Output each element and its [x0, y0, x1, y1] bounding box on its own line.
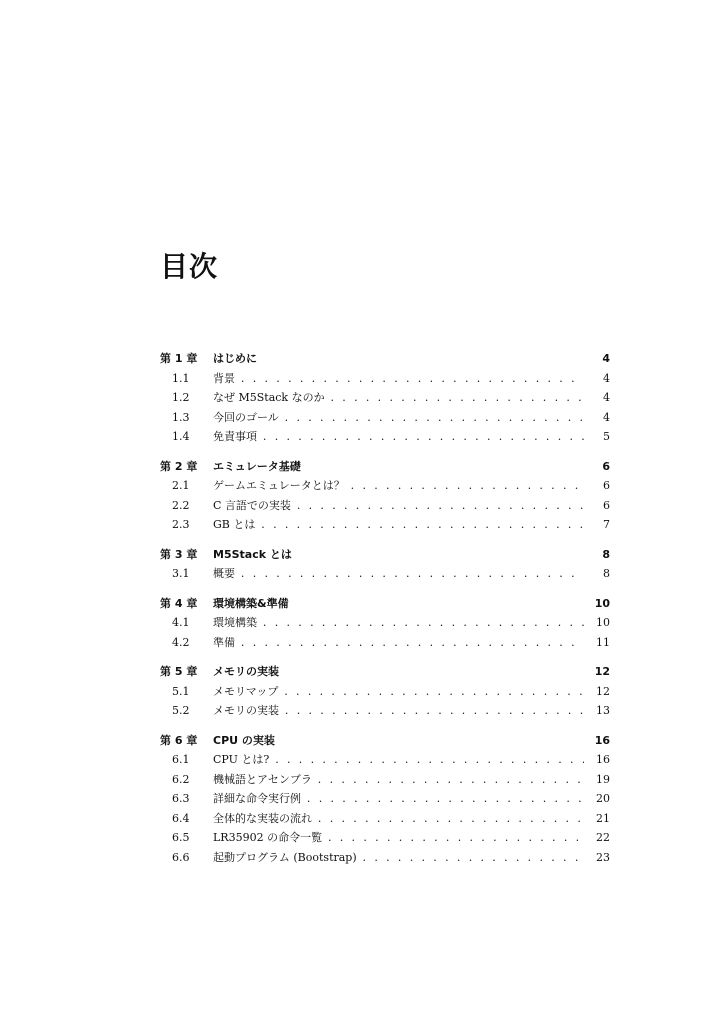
section-page: 13: [596, 704, 610, 717]
section-number: 6.6: [172, 850, 190, 864]
section-page: 23: [596, 850, 610, 864]
section-title: 背景 . . .: [213, 369, 584, 389]
chapter-title: 環境構築&準備: [213, 596, 289, 610]
section-title: 準備 . . .: [213, 633, 584, 653]
chapter-page: 8: [602, 547, 610, 561]
section-title: なぜ M5Stack なのか . . .: [213, 388, 584, 408]
section-number: 1.3: [172, 410, 190, 424]
section-title: メモリの実装 . . .: [213, 701, 584, 721]
section-number: 6.1: [172, 753, 190, 766]
chapter-page: 10: [594, 596, 610, 610]
section-number: 2.2: [172, 498, 190, 512]
section-title: 詳細な命令実行例 . . .: [213, 789, 584, 809]
section-number: 3.1: [172, 567, 190, 580]
section-page: 10: [596, 616, 610, 629]
section-number: 5.2: [172, 704, 190, 717]
toc-section-entry[interactable]: [160, 633, 610, 653]
section-title: 起動プログラム (Bootstrap) . . .: [213, 848, 584, 868]
section-page: 6: [603, 498, 610, 512]
toc-section-entry[interactable]: [160, 770, 610, 790]
chapter-page: 16: [594, 733, 610, 747]
chapter-number: 第 4 章: [160, 596, 198, 610]
section-title: ゲームエミュレータとは？ . . .: [213, 476, 584, 496]
chapter-number: 第 6 章: [160, 733, 198, 747]
section-page: 12: [596, 684, 610, 698]
section-title: 今回のゴール . . .: [213, 408, 584, 428]
toc-section-entry[interactable]: [160, 388, 610, 408]
chapter-page: 4: [602, 352, 610, 365]
section-title: 全体的な実装の流れ . . .: [213, 809, 584, 829]
toc-chapter-entry[interactable]: [160, 731, 610, 751]
section-number: 2.1: [172, 479, 190, 492]
section-page: 20: [596, 792, 610, 805]
section-number: 6.5: [172, 831, 190, 844]
chapter-page: 6: [602, 459, 610, 473]
section-number: 6.4: [172, 811, 190, 825]
section-page: 7: [603, 518, 610, 531]
toc-chapter: [160, 731, 610, 868]
section-number: 5.1: [172, 684, 190, 698]
toc-section-entry[interactable]: [160, 809, 610, 829]
section-page: 21: [596, 811, 610, 825]
section-page: 16: [596, 753, 610, 766]
toc-chapter: [160, 457, 610, 535]
chapter-title: エミュレータ基礎: [213, 459, 301, 473]
toc-chapter-entry[interactable]: [160, 594, 610, 614]
toc-section-entry[interactable]: [160, 828, 610, 848]
toc-list: [160, 349, 610, 877]
section-title: 環境構築 . . .: [213, 613, 584, 633]
toc-section-entry[interactable]: [160, 701, 610, 721]
toc-section-entry[interactable]: [160, 682, 610, 702]
chapter-number: 第 5 章: [160, 665, 198, 678]
section-title: 概要 . . .: [213, 564, 584, 584]
section-title: 機械語とアセンブラ . . .: [213, 770, 584, 790]
section-number: 6.2: [172, 772, 190, 786]
toc-section-entry[interactable]: [160, 427, 610, 447]
chapter-title: メモリの実装: [213, 665, 279, 678]
toc-chapter: [160, 349, 610, 447]
section-page: 4: [603, 371, 610, 385]
toc-section-entry[interactable]: [160, 750, 610, 770]
toc-chapter-entry[interactable]: [160, 349, 610, 369]
chapter-number: 第 1 章: [160, 352, 198, 365]
toc-section-entry[interactable]: [160, 515, 610, 535]
section-page: 19: [596, 772, 610, 786]
toc-chapter-entry[interactable]: [160, 545, 610, 565]
section-title: C 言語での実装 . . .: [213, 496, 584, 516]
section-page: 6: [603, 479, 610, 492]
section-page: 22: [596, 831, 610, 844]
section-title: 免責事項 . . .: [213, 427, 584, 447]
toc-section-entry[interactable]: [160, 564, 610, 584]
toc-section-entry[interactable]: [160, 476, 610, 496]
chapter-title: M5Stack とは: [213, 547, 292, 561]
toc-section-entry[interactable]: [160, 496, 610, 516]
section-title: GB とは . . .: [213, 515, 584, 535]
toc-section-entry[interactable]: [160, 613, 610, 633]
toc-section-entry[interactable]: [160, 408, 610, 428]
chapter-page: 12: [594, 665, 610, 678]
section-number: 1.4: [172, 430, 190, 443]
chapter-title: はじめに: [213, 352, 257, 365]
chapter-title: CPU の実装: [213, 733, 275, 747]
toc-chapter-entry[interactable]: [160, 662, 610, 682]
toc-chapter: [160, 545, 610, 584]
section-title: メモリマップ . . .: [213, 682, 584, 702]
toc-chapter-entry[interactable]: [160, 457, 610, 477]
chapter-number: 第 2 章: [160, 459, 198, 473]
section-number: 1.2: [172, 391, 190, 404]
toc-chapter: [160, 594, 610, 653]
section-number: 4.1: [172, 616, 190, 629]
section-page: 5: [603, 430, 610, 443]
toc-section-entry[interactable]: [160, 848, 610, 868]
section-number: 6.3: [172, 792, 190, 805]
chapter-number: 第 3 章: [160, 547, 198, 561]
toc-title: 目次: [160, 250, 219, 283]
section-page: 8: [603, 567, 610, 580]
section-page: 4: [603, 410, 610, 424]
section-title: CPU とは? . . .: [213, 750, 584, 770]
section-number: 2.3: [172, 518, 190, 531]
section-title: LR35902 の命令一覧 . . .: [213, 828, 584, 848]
section-number: 4.2: [172, 635, 190, 649]
section-number: 1.1: [172, 371, 190, 385]
section-page: 11: [596, 635, 610, 649]
toc-section-entry[interactable]: [160, 789, 610, 809]
toc-chapter: [160, 662, 610, 721]
section-page: 4: [603, 391, 610, 404]
toc-section-entry[interactable]: [160, 369, 610, 389]
